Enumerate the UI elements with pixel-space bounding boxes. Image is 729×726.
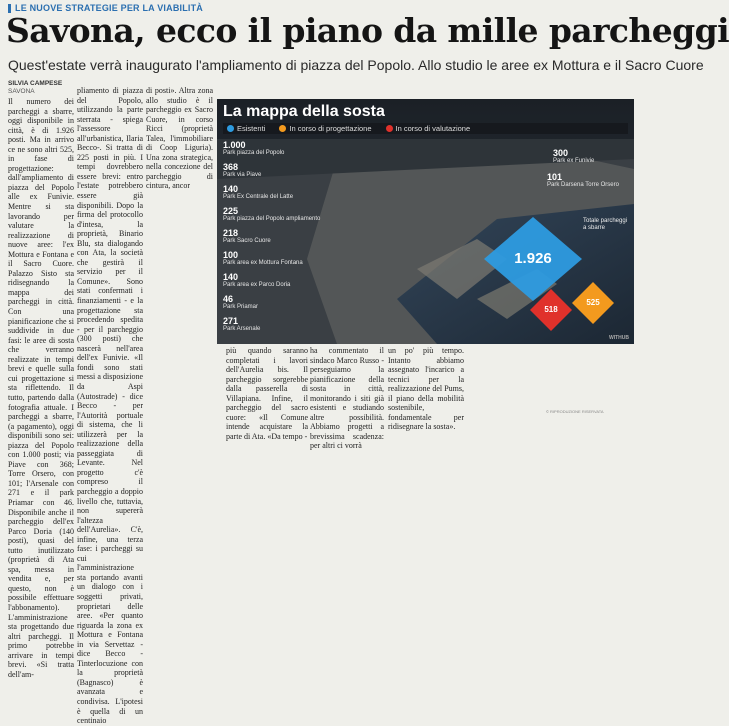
body-column-5: ha commentato il sindaco Marco Russo - perseguiamo la pianificazione della sosta in città, monitorando i siti già esistenti e studiando altre possibilità. Abbiamo progetti a brevissima scadenza: per altri ci vorrà xyxy=(310,346,384,451)
body-column-3: di posti». Altra zona allo studio è il parcheggio ex Sacro Cuore, in corso Ricci (proprietà Talea, l'immobiliare di Coop Liguria). Una zona strategica, nella concezione del parcheggio di cintura, ancor xyxy=(146,86,213,191)
map-label-via-piave: 368 Park via Piave xyxy=(223,162,262,178)
byline-location: SAVONA xyxy=(8,88,35,95)
byline-author: SILVIA CAMPESE xyxy=(8,80,63,87)
parking-map-graphic xyxy=(217,99,634,344)
graphic-credit: WITHUB xyxy=(609,335,629,341)
headline: Savona, ecco il piano da mille parcheggi xyxy=(6,11,729,50)
body-column-7 xyxy=(466,346,542,416)
totals-diamonds xyxy=(217,99,634,344)
map-label-priamar: 46 Park Priamar xyxy=(223,294,259,310)
footer-copyright: © RIPRODUZIONE RISERVATA xyxy=(546,409,604,414)
map-label-popolo-ampliamento: 225 Park piazza del Popolo ampliamento xyxy=(223,206,321,222)
map-label-mottura: 100 Park area ex Mottura Fontana xyxy=(223,250,303,266)
totals-label: Totale parcheggi a sbarre xyxy=(583,218,628,231)
map-label-darsena: 101 Park Darsena Torre Orsero xyxy=(547,172,619,188)
map-label-parco-doria: 140 Park area ex Parco Doria xyxy=(223,272,291,288)
body-column-1: Il numero dei parcheggi a sbarre, oggi disponibile in città, è di 1.926 posti. Ma in arrivo ce ne sono altri 525, in fase di progettazione: dall'ampliamento di piazza del Popolo alle ex Funivie. Mentre si sta lavorando per valutare la realizzazione di nuove aree: l'ex Mottura e Fontana e il Sacro Cuore. Palazzo Sisto sta ridisegnando la mappa dei parcheggi in città. Con una pianificazione che si suddivide in due fasi: le aree di sosta che verranno realizzate in tempi brevi e quelle sulla cui progettazione si sta riflettendo. Il tutto, partendo dalla fotografia attuale. I parcheggi a sbarre, (a pagamento), oggi disponibili sono sei: piazza del Popolo con 1.000 posti; via Piave con 368; Torre Orsero, con 101; l'Arsenale con 271 e il park Priamar con 46. Disponibile anche il parcheggio dell'ex Parco Doria (140 posti), quasi del tutto inutilizzato (proprietà di Ata spa, messa in vendita e, per questo, non è possibile effettuare l'abbonamento). L'amministrazione sta progettando due altri parcheggi. Il primo potrebbe arrivare in tempi brevi. «Si tratta dell'am- xyxy=(8,97,74,679)
map-label-centrale-latte: 140 Park Ex Centrale del Latte xyxy=(223,184,294,200)
legend-label: Esistenti xyxy=(237,124,266,133)
total-planned: 525 xyxy=(586,298,600,307)
byline xyxy=(8,80,62,96)
total-existing: 1.926 xyxy=(514,250,552,267)
map-label-piazza-popolo: 1.000 Park piazza del Popolo xyxy=(223,140,285,156)
graphic-title: La mappa della sosta xyxy=(223,103,385,120)
total-evaluating: 518 xyxy=(544,305,558,314)
kicker-text: LE NUOVE STRATEGIE PER LA VIABILITÀ xyxy=(15,3,204,13)
map-label-arsenale: 271 Park Arsenale xyxy=(223,316,261,332)
subhead: Quest'estate verrà inaugurato l'ampliamento di piazza del Popolo. Allo studio le aree ex Mottura e il Sacro Cuore xyxy=(8,57,704,73)
legend-label: In corso di progettazione xyxy=(289,124,372,133)
map-label-ex-funivie: 300 Park ex Funivie xyxy=(553,148,595,164)
body-column-4: più quando saranno completati i lavori dell'Aurelia bis. Il parcheggio sorgerebbe dalla passerella di Villapiana. Infine, il parcheggio del sacro cuore: «Il Comune intende acquistare la parte di Ata. «Da tempo - xyxy=(226,346,308,441)
legend-label: In corso di valutazione xyxy=(395,124,471,133)
body-column-2: pliamento di piazza del Popolo, utilizzando la parte sterrata - spiega l'assessore all'urbanistica, Ilaria Becco-. Si tratta di 225 posti in più. I tempi dovrebbero essere brevi: entro l'estate potrebbero essere già disponibili. Dopo la firma del protocollo d'intesa, la proprietà, Binario Blu, sta dialogando con Ata, la società che gestirà il servizio per il Comune». Sono stati confermati i finanziamenti - e la progettazione sta procedendo spedita - per il parcheggio (300 posti) che nascerà nell'area dell'ex Funivie. «Il fondi sono stati messi a disposizione da Aspi (Autostrade) - dice Becco - per l'Autorità portuale di sistema, che li utilizzerà per la realizzazione della passeggiata di Levante. Nel progetto c'è compreso il parcheggio a doppio livello che, tuttavia, non supererà l'altezza dell'Aurelia». C'è, infine, una terza fase: i parcheggi su cui l'amministrazione sta portando avanti un dialogo con i soggetti privati, proprietari delle aree. «Per quanto riguarda la zona ex Mottura e Fontana in via Servettaz - dice Becco -Tinterlocuzione con la proprietà (Bagnasco) è avanzata e condivisa. L'ipotesi è quella di un centinaio xyxy=(77,86,143,726)
body-column-6: un po' più tempo. Intanto abbiamo assegnato l'incarico a tecnici per la realizzazione del Pums, il piano della mobilità sostenibile, fondamentale per ridisegnare la sosta». xyxy=(388,346,464,432)
map-label-sacro-cuore: 218 Park Sacro Cuore xyxy=(223,228,271,244)
